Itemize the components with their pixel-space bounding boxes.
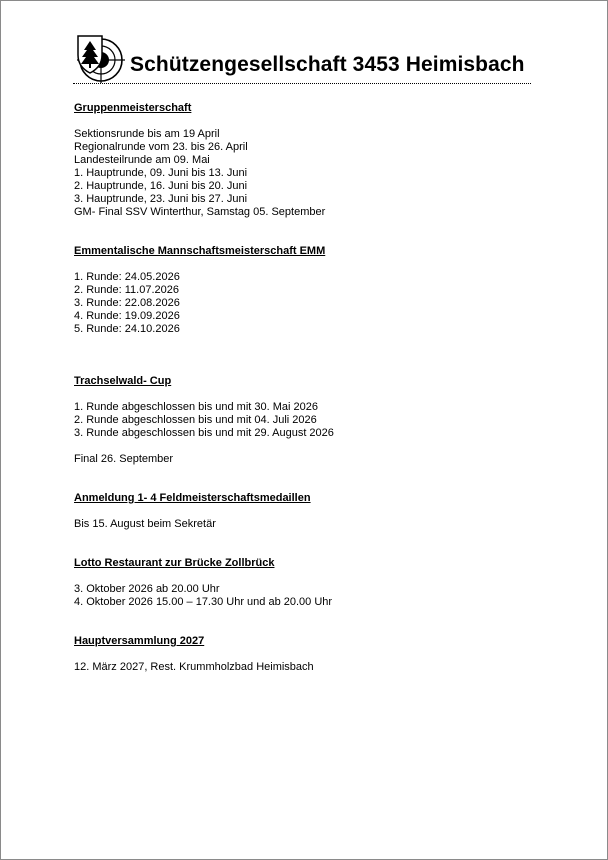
section-lines — [74, 661, 544, 674]
section-title: Emmentalische Mannschaftsmeisterschaft EMM — [74, 245, 326, 257]
section-lines — [74, 271, 544, 336]
list-item: Regionalrunde vom 23. bis 26. April — [74, 141, 248, 153]
list-item: 2. Hauptrunde, 16. Juni bis 20. Juni — [74, 180, 248, 192]
section-hauptversammlung — [74, 635, 544, 674]
list-item: Bis 15. August beim Sekretär — [74, 518, 216, 530]
section-emm — [74, 245, 544, 336]
section-lines — [74, 518, 544, 531]
section-title: Hauptversammlung 2027 — [74, 635, 205, 647]
list-item: GM- Final SSV Winterthur, Samstag 05. September — [74, 206, 326, 218]
list-item: 12. März 2027, Rest. Krummholzbad Heimisbach — [74, 661, 314, 673]
section-gruppenmeisterschaft — [74, 102, 544, 219]
section-anmeldung — [74, 492, 544, 531]
club-crest-target-icon — [75, 33, 125, 83]
list-item: 3. Hauptrunde, 23. Juni bis 27. Juni — [74, 193, 248, 205]
document-header — [75, 33, 531, 87]
section-lines — [74, 128, 544, 219]
section-title: Gruppenmeisterschaft — [74, 102, 192, 114]
page-title: Schützengesellschaft 3453 Heimisbach — [130, 53, 525, 76]
section-title: Lotto Restaurant zur Brücke Zollbrück — [74, 557, 275, 569]
final-date: Final 26. September — [74, 453, 174, 465]
list-item: 4. Oktober 2026 15.00 – 17.30 Uhr und ab 20.00 Uhr — [74, 596, 333, 608]
list-item: 1. Runde abgeschlossen bis und mit 30. Mai 2026 — [74, 401, 318, 413]
list-item: 3. Oktober 2026 ab 20.00 Uhr — [74, 583, 220, 595]
list-item: 4. Runde: 19.09.2026 — [74, 310, 180, 322]
list-item: 2. Runde: 11.07.2026 — [74, 284, 179, 296]
list-item: 3. Runde abgeschlossen bis und mit 29. August 2026 — [74, 427, 334, 439]
list-item: 1. Runde: 24.05.2026 — [74, 271, 180, 283]
header-divider — [73, 83, 531, 84]
document-body — [74, 102, 544, 674]
list-item: Landesteilrunde am 09. Mai — [74, 154, 210, 166]
section-title: Anmeldung 1- 4 Feldmeisterschaftsmedaillen — [74, 492, 311, 504]
section-lines — [74, 401, 544, 466]
section-lines — [74, 583, 544, 609]
list-item: 2. Runde abgeschlossen bis und mit 04. Juli 2026 — [74, 414, 317, 426]
section-lotto — [74, 557, 544, 609]
list-item: 3. Runde: 22.08.2026 — [74, 297, 180, 309]
section-trachselwald-cup — [74, 375, 544, 466]
list-item: 1. Hauptrunde, 09. Juni bis 13. Juni — [74, 167, 248, 179]
section-title: Trachselwald- Cup — [74, 375, 172, 387]
list-item: Sektionsrunde bis am 19 April — [74, 128, 220, 140]
list-item: 5. Runde: 24.10.2026 — [74, 323, 180, 335]
